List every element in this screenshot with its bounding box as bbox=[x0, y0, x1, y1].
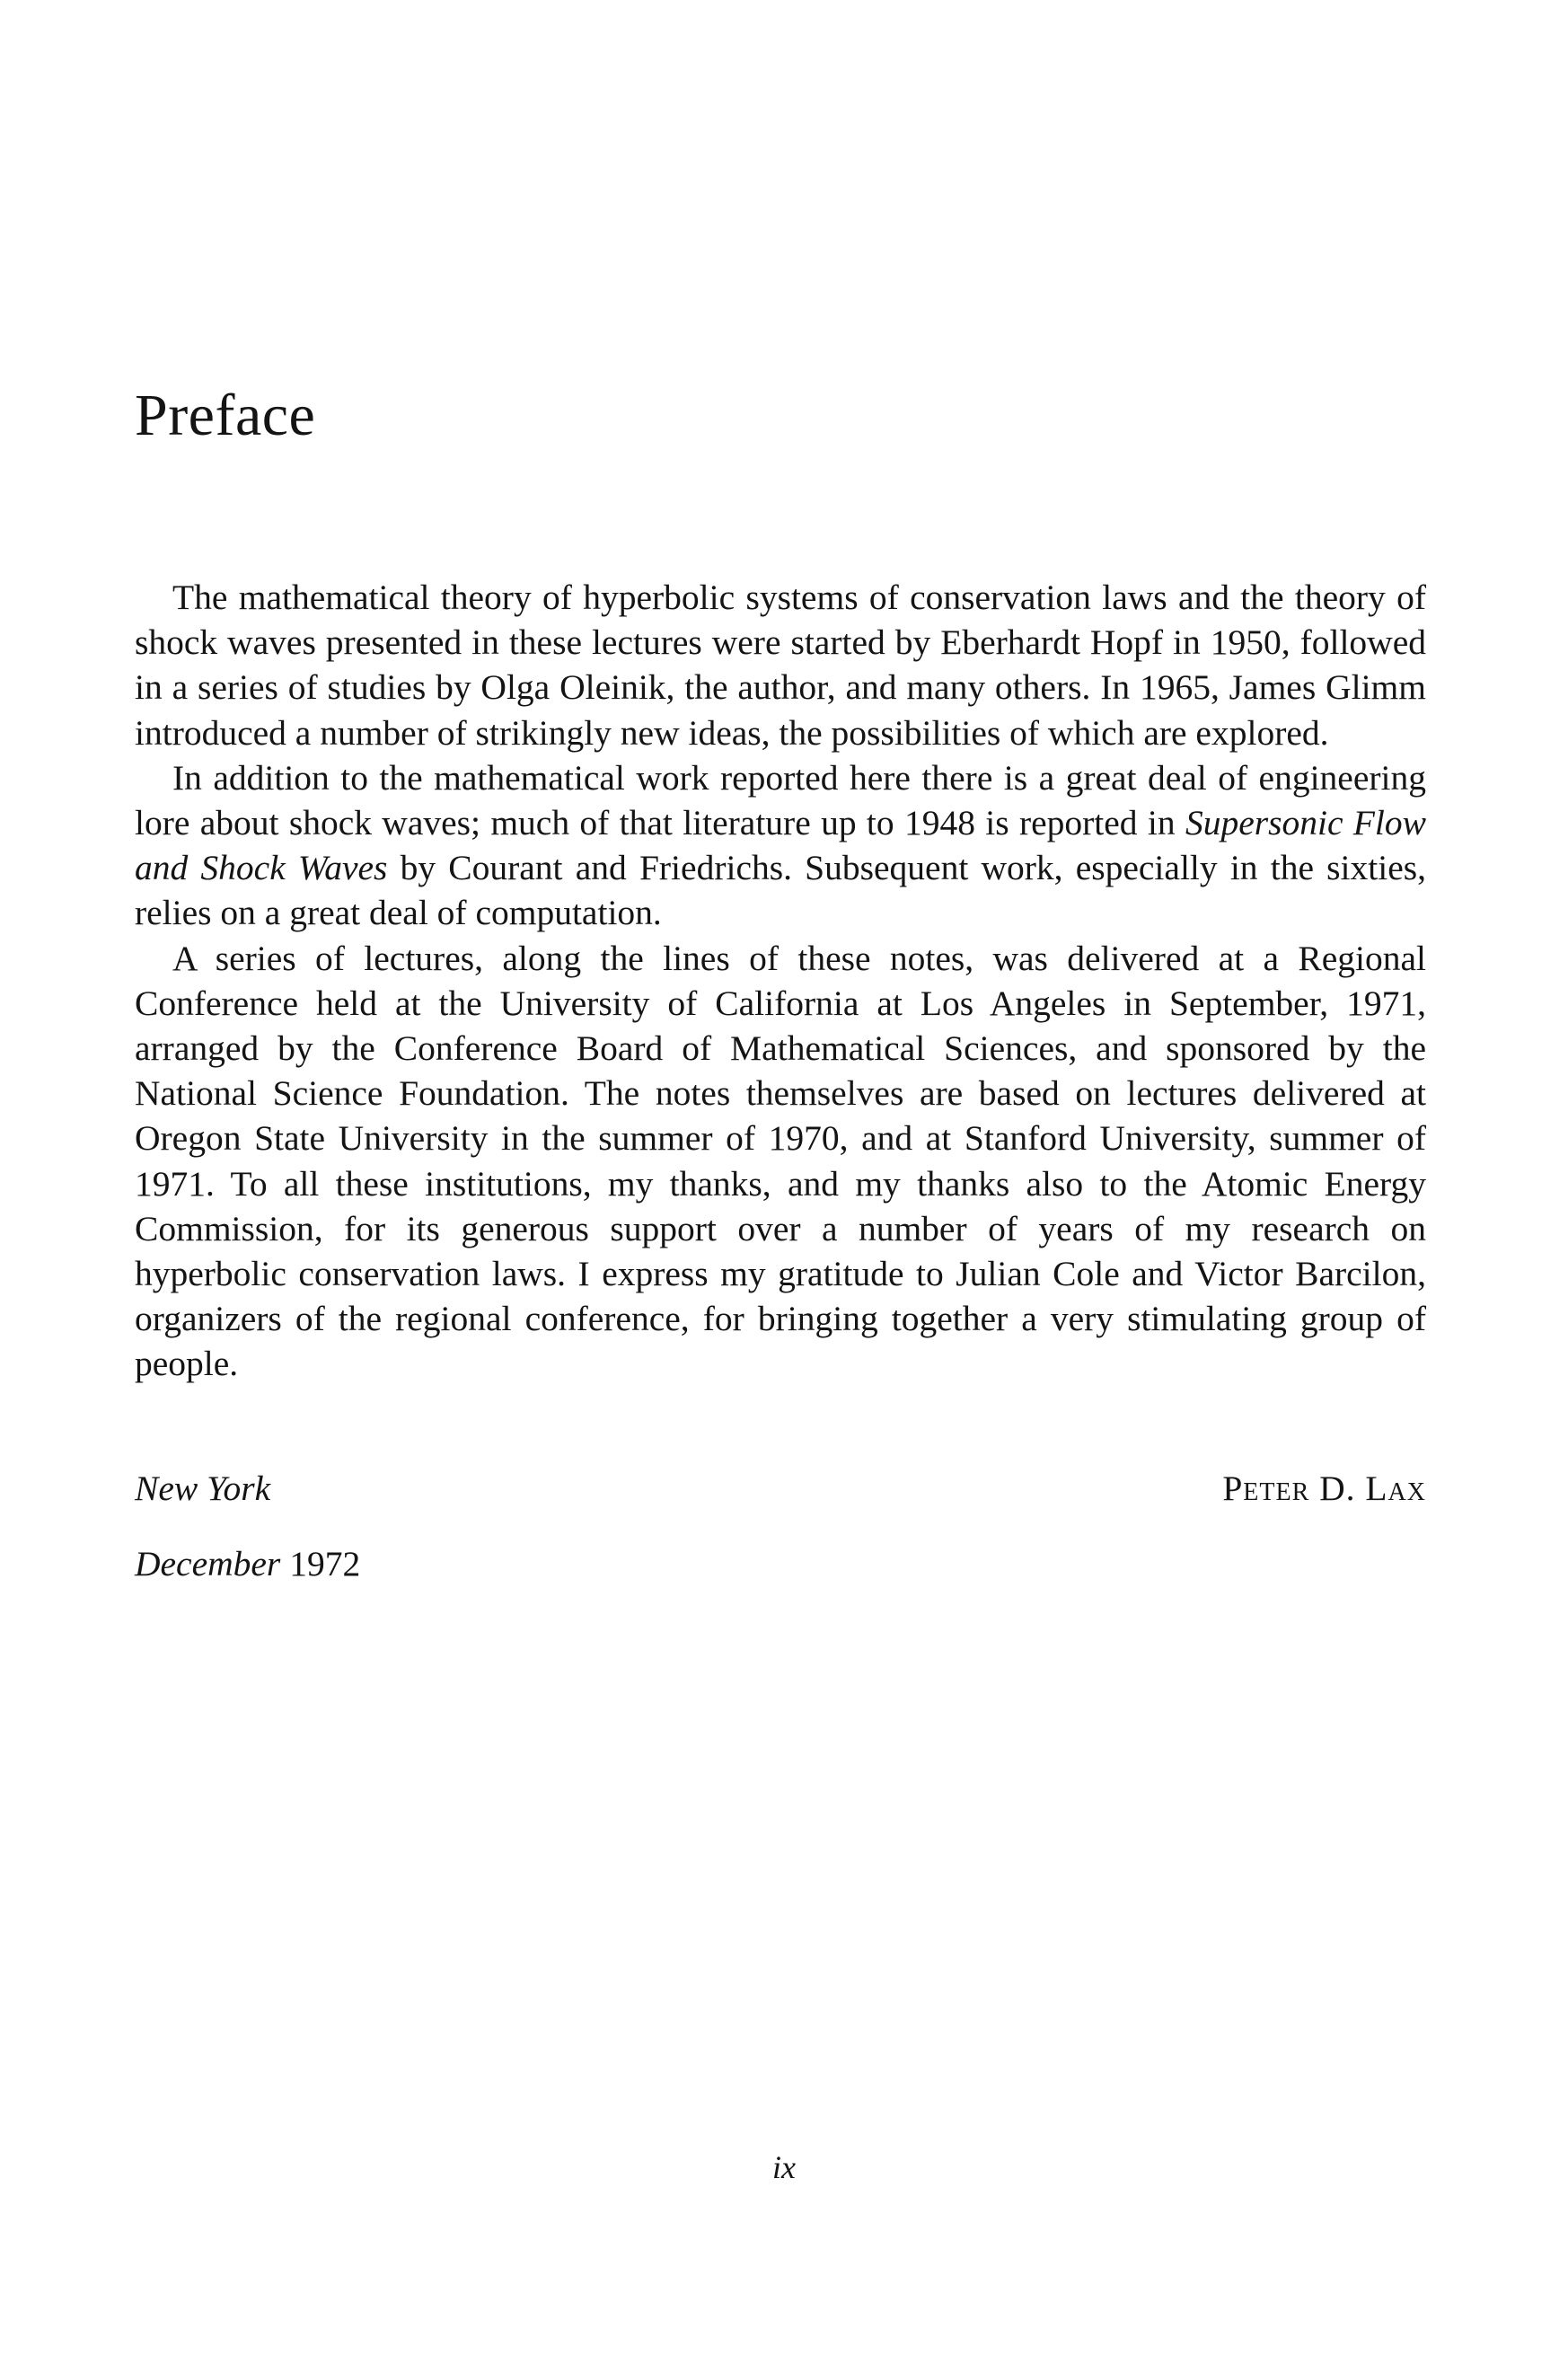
paragraph-3: A series of lectures, along the lines of these notes, was delivered at a Regional Conference held at the University of California at Los Angeles in September, 1971, arranged by the Conference Board of Mathematical Sciences, and sponsored by the National Science Foundation. The notes themselves are based on lectures delivered at Oregon State University in the summer of 1970, and at Stanford University, summer of 1971. To all these institutions, my thanks, and my thanks also to the Atomic Energy Commission, for its generous support over a number of years of my research on hyperbolic conservation laws. I express my gratitude to Julian Cole and Victor Barcilon, organizers of the regional conference, for bringing together a very stimulating group of people. bbox=[135, 938, 1426, 1384]
closing-date-month: December bbox=[135, 1544, 281, 1583]
preface-body bbox=[135, 575, 1426, 1387]
page-number: ix bbox=[772, 2149, 796, 2185]
closing-place: New York bbox=[135, 1469, 271, 1508]
page-title: Preface bbox=[135, 383, 316, 448]
paragraph-2-text-before: In addition to the mathematical work reported here there is a great deal of engineering lore about shock waves; much of that literature up to 1948 is reported in bbox=[135, 757, 1426, 843]
paragraph-1: The mathematical theory of hyperbolic systems of conservation laws and the theory of shock waves presented in these lectures were started by Eberhardt Hopf in 1950, followed in a series of studies by Olga Oleinik, the author, and many others. In 1965, James Glimm introduced a number of strikingly new ideas, the possibilities of which are explored. bbox=[135, 578, 1426, 753]
closing-date-year: 1972 bbox=[289, 1544, 361, 1583]
paragraph-2-text-after: by Courant and Friedrichs. Subsequent work, especially in the sixties, relies on a great deal of computation. bbox=[135, 848, 1427, 933]
author-signature: Peter D. Lax bbox=[1222, 1469, 1426, 1508]
paragraph-2 bbox=[135, 755, 1426, 936]
book-title: Supersonic Flow and Shock Waves bbox=[135, 803, 1426, 888]
closing-date bbox=[135, 1543, 360, 1584]
